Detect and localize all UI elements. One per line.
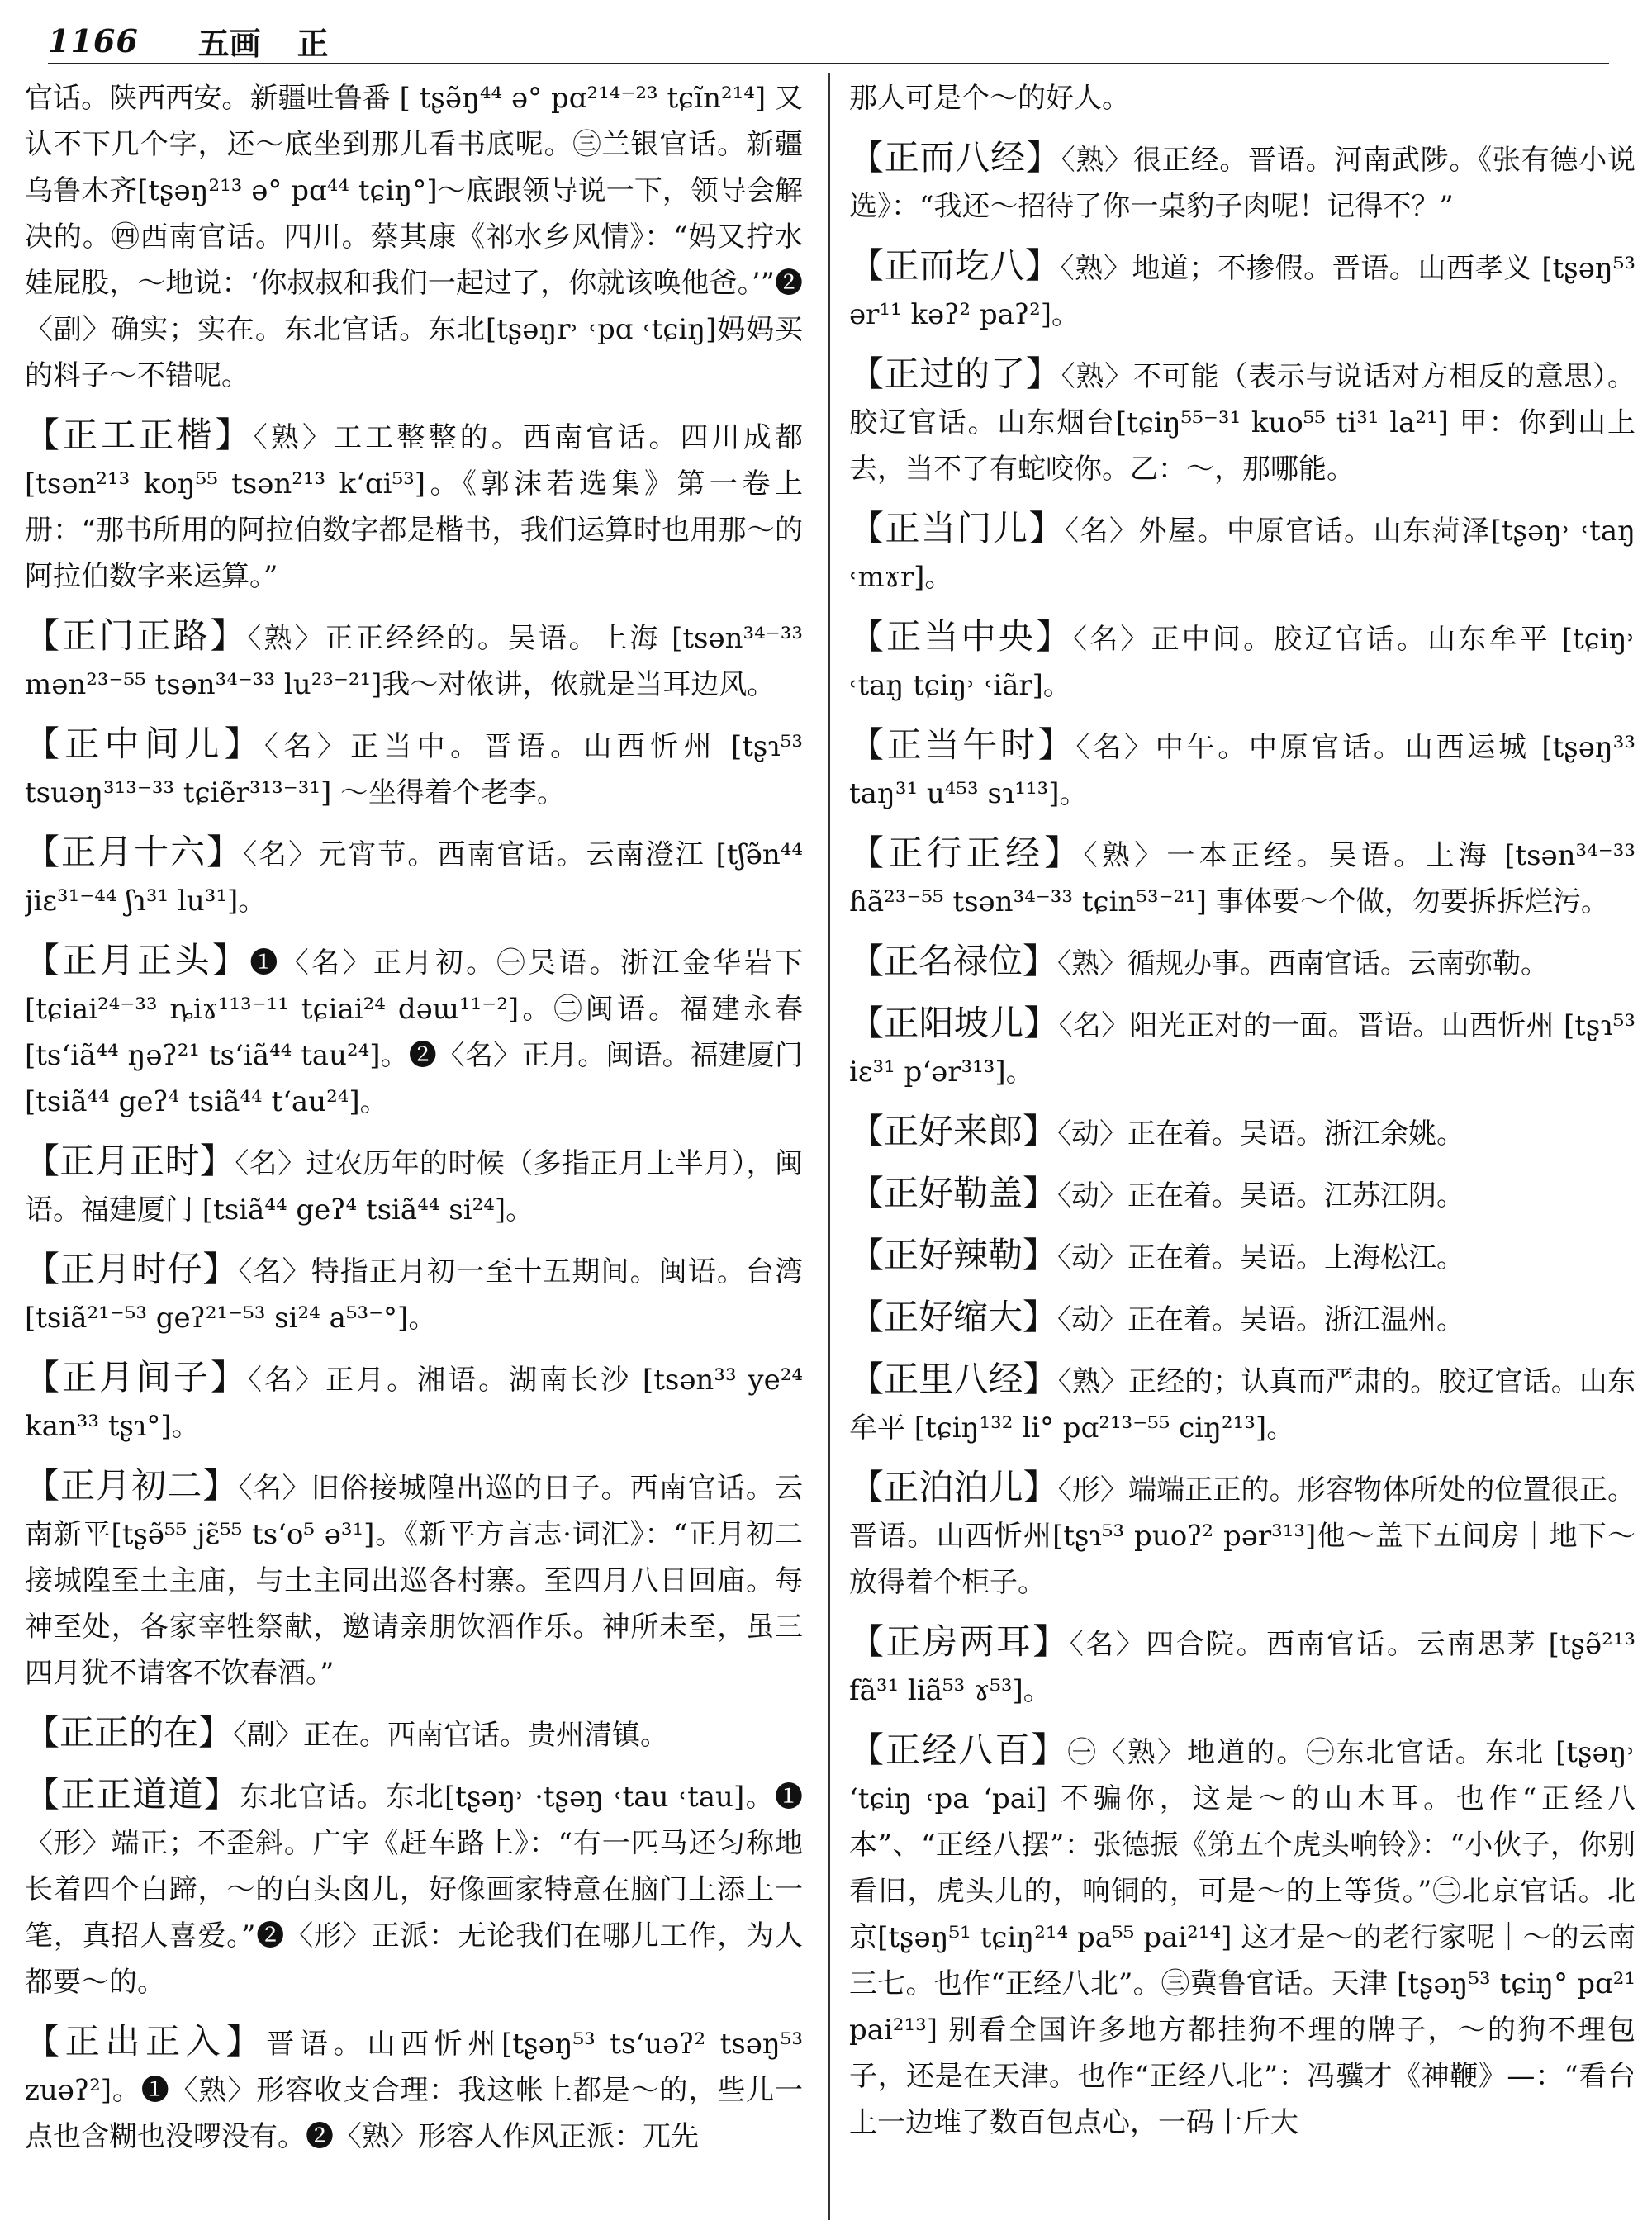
header-rule — [48, 63, 1609, 64]
section-label: 五画 — [197, 24, 261, 62]
entry-headword: 【正正道道】 — [25, 1774, 240, 1815]
dictionary-entry — [849, 1464, 1635, 1606]
entry-text: 〈名〉特指正月初一至十五期间。闽语。台湾 [tsiã²¹⁻⁵³ geʔ²¹⁻⁵³ si²⁴ a⁵³⁻°]。 — [25, 1255, 803, 1335]
entry-headword: 【正正的在】 — [25, 1712, 234, 1753]
dictionary-entry — [849, 1619, 1635, 1714]
entry-text: 〈形〉端端正正的。形容物体所处的位置很正。晋语。山西忻州[tʂɿ⁵³ puoʔ² pər³¹³]他～盖下五间房｜地下～放得着个柜子。 — [849, 1473, 1635, 1599]
entry-headword: 【正阳坡儿】 — [849, 1003, 1059, 1043]
dictionary-entry — [849, 1108, 1635, 1157]
entry-headword: 【正好辣勒】 — [849, 1235, 1058, 1275]
entry-text: 〈名〉四合院。西南官话。云南思茅 [tʂə̃²¹³ fã³¹ liã⁵³ ɤ⁵³]。 — [849, 1628, 1635, 1707]
header-character: 正 — [297, 24, 329, 62]
entry-headword: 【正月间子】 — [25, 1357, 249, 1397]
entry-text: 〈名〉旧俗接城隍出巡的日子。西南官话。云南新平[tʂə̃⁵⁵ jɛ̃⁵⁵ ts‘o⁵ ə³¹]。《新平方言志·词汇》：“正月初二接城隍至土主庙，与土主同出巡各村寨。至四月八日回庙。每神至处，各家宰牲祭献，邀请亲朋饮酒作乐。神所未至，虽三四月犹不请客不饮春酒。” — [25, 1472, 803, 1690]
dictionary-entry — [849, 1727, 1635, 2146]
entry-headword: 【正而八经】 — [849, 137, 1061, 178]
entry-headword: 【正经八百】 — [849, 1729, 1068, 1770]
entry-headword: 【正好勒盖】 — [849, 1173, 1058, 1213]
entry-text: 〈名〉元宵节。西南官话。云南澄江 [tʃə̃n⁴⁴ jiɛ³¹⁻⁴⁴ ʃɿ³¹ lu³¹]。 — [25, 838, 803, 918]
dictionary-entry — [849, 135, 1635, 230]
entry-headword: 【正当午时】 — [849, 724, 1076, 765]
entry-text: 〈名〉阳光正对的一面。晋语。山西忻州 [tʂɿ⁵³ iɛ³¹ p‘ər³¹³]。 — [849, 1009, 1635, 1089]
dictionary-entry — [849, 1000, 1635, 1095]
entry-headword: 【正行正经】 — [849, 833, 1084, 873]
left-column — [25, 73, 803, 2220]
entry-headword: 【正里八经】 — [849, 1359, 1058, 1399]
dictionary-entry — [25, 1463, 803, 1696]
entry-headword: 【正名禄位】 — [849, 941, 1058, 981]
dictionary-entry — [849, 1356, 1635, 1451]
entry-headword: 【正月时仔】 — [25, 1249, 239, 1289]
entry-text: 〈动〉正在着。吴语。浙江余姚。 — [1057, 1117, 1465, 1151]
right-column — [849, 73, 1635, 2220]
dictionary-entry — [25, 1355, 803, 1450]
entry-text: 晋语。山西忻州[tʂəŋ⁵³ ts‘uəʔ² tsəŋ⁵³ zuəʔ²]。❶〈熟〉形容收支合理：我这帐上都是～的，些儿一点也含糊也没啰没有。❷〈熟〉形容人作风正派：兀先 — [25, 2028, 803, 2153]
entry-text: 东北官话。东北[tʂəŋ˒ ·tʂəŋ ˓tau ˓tau]。❶〈形〉端正；不歪斜。广宇《赶车路上》：“有一匹马还匀称地长着四个白蹄，～的白头囟儿，好像画家特意在脑门上添上一笔，真招人喜爱。”❷〈形〉正派：无论我们在哪儿工作，为人都要～的。 — [25, 1781, 803, 1999]
column-divider — [828, 73, 830, 2220]
entry-text: 〈动〉正在着。吴语。上海松江。 — [1057, 1241, 1465, 1274]
entry-headword: 【正工正楷】 — [25, 415, 254, 455]
entry-text: 〈名〉外屋。中原官话。山东菏泽[tʂəŋ˒ ˓taŋ ˓mɤr]。 — [849, 515, 1635, 594]
entry-headword: 【正而圪八】 — [849, 245, 1061, 286]
dictionary-entry — [849, 351, 1635, 492]
dictionary-entry — [25, 1246, 803, 1341]
dictionary-entry — [849, 722, 1635, 817]
dictionary-entry — [849, 1232, 1635, 1281]
dictionary-entry — [849, 1294, 1635, 1343]
entry-headword: 【正月正时】 — [25, 1141, 235, 1181]
entry-headword: 【正泊泊儿】 — [849, 1467, 1058, 1507]
dictionary-entry — [849, 830, 1635, 925]
dictionary-entry — [25, 721, 803, 816]
entry-headword: 【正好来郎】 — [849, 1111, 1058, 1151]
dictionary-entry — [25, 412, 803, 600]
entry-text: 〈熟〉循规办事。西南官话。云南弥勒。 — [1057, 947, 1550, 980]
dictionary-entry — [849, 938, 1635, 987]
entry-text: 〈熟〉一本正经。吴语。上海 [tsən³⁴⁻³³ ɦã²³⁻⁵⁵ tsən³⁴⁻³³ tɕin⁵³⁻²¹] 事体要～个做，勿要拆拆烂污。 — [849, 839, 1635, 918]
entry-text: 〈名〉正中间。胶辽官话。山东牟平 [tɕiŋ˒ ˓taŋ tɕiŋ˒ ˓iãr]。 — [849, 623, 1635, 702]
entry-headword: 【正当中央】 — [849, 616, 1074, 657]
entry-headword: 【正当门儿】 — [849, 508, 1066, 548]
entry-text: 〈熟〉正正经经的。吴语。上海 [tsən³⁴⁻³³ mən²³⁻⁵⁵ tsən³⁴⁻³³ lu²³⁻²¹]我～对侬讲，侬就是当耳边风。 — [25, 622, 803, 701]
dictionary-entry — [25, 937, 803, 1125]
entry-headword: 【正门正路】 — [25, 615, 248, 656]
page-header — [48, 12, 1609, 69]
dictionary-entry — [849, 614, 1635, 709]
dictionary-entry — [849, 243, 1635, 338]
dictionary-entry — [25, 2019, 803, 2160]
entry-text: 〈名〉过农历年的时候（多指正月上半月），闽语。福建厦门 [tsiã⁴⁴ geʔ⁴ tsiã⁴⁴ si²⁴]。 — [25, 1147, 803, 1226]
entry-text: 官话。陕西西安。新疆吐鲁番 [ tʂə̃ŋ⁴⁴ ə° pɑ²¹⁴⁻²³ tɕĩn²¹⁴] 又认不下几个字，还～底坐到那儿看书底呢。㊂兰银官话。新疆乌鲁木齐[tʂəŋ²¹³ ə° pɑ⁴⁴ tɕiŋ°]～底跟领导说一下，领导会解决的。㊃西南官话。四川。蔡其康《祁水乡风情》：“妈又拧水娃屁股，～地说：‘你叔叔和我们一起过了，你就该唤他爸。’”❷〈副〉确实；实在。东北官话。东北[tʂəŋr˒ ˓pɑ ˓tɕiŋ]妈妈买的料子～不错呢。 — [25, 82, 803, 392]
entry-text: 〈熟〉工工整整的。西南官话。四川成都[tsən²¹³ koŋ⁵⁵ tsən²¹³ k‘ɑi⁵³]。《郭沫若选集》第一卷上册：“那书所用的阿拉伯数字都是楷书，我们运算时也用那～的阿拉伯数字来运算。” — [25, 421, 803, 593]
entry-text: 〈动〉正在着。吴语。江苏江阴。 — [1057, 1179, 1465, 1212]
entry-text: 那人可是个～的好人。 — [849, 82, 1130, 115]
entry-headword: 【正过的了】 — [849, 353, 1061, 394]
entry-headword: 【正月十六】 — [25, 832, 244, 872]
entry-text: 〈名〉中午。中原官话。山西运城 [tʂəŋ³³ taŋ³¹ u⁴⁵³ sɿ¹¹³]。 — [849, 731, 1635, 810]
entry-text: 〈熟〉地道；不掺假。晋语。山西孝义 [tʂəŋ⁵³ ər¹¹ kəʔ² paʔ²]。 — [849, 252, 1635, 331]
dictionary-entry — [849, 1170, 1635, 1219]
entry-text: 〈熟〉不可能（表示与说话对方相反的意思）。胶辽官话。山东烟台[tɕiŋ⁵⁵⁻³¹ kuo⁵⁵ ti³¹ la²¹] 甲：你到山上去，当不了有蛇咬你。乙：～，那哪能。 — [849, 360, 1635, 486]
entry-headword: 【正月正头】 — [25, 940, 250, 980]
entry-text: 〈名〉正月。湘语。湖南长沙 [tsən³³ ye²⁴ kan³³ tʂɿ°]。 — [25, 1364, 803, 1443]
page-number: 1166 — [48, 21, 139, 59]
entry-text: 〈名〉正当中。晋语。山西忻州 [tʂɿ⁵³ tsuəŋ³¹³⁻³³ tɕiẽr³¹³⁻³¹] ～坐得着个老李。 — [25, 730, 803, 809]
entry-headword: 【正月初二】 — [25, 1465, 239, 1506]
entry-text: ㊀〈熟〉地道的。㊀东北官话。东北 [tʂəŋ˒ ‘tɕiŋ ˓pa ‘pai] 不骗你，这是～的山木耳。也作“正经八本”、“正经八摆”：张德振《第五个虎头响铃》：“小伙子，你别看旧，虎头儿的，响铜的，可是～的上等货。”㊁北京官话。北京[tʂəŋ⁵¹ tɕiŋ²¹⁴ pa⁵⁵ pai²¹⁴] 这才是～的老行家呢｜～的云南三七。也作“正经八北”。㊂冀鲁官话。天津 [tʂəŋ⁵³ tɕiŋ° pɑ²¹ pai²¹³] 别看全国许多地方都挂狗不理的牌子，～的狗不理包子，还是在天津。也作“正经八北”：冯骥才《神鞭》—：“看台上一边堆了数百包点心，一码十斤大 — [849, 1736, 1635, 2139]
dictionary-entry — [25, 73, 803, 399]
entry-headword: 【正中间儿】 — [25, 724, 265, 764]
entry-text: 〈副〉正在。西南官话。贵州清镇。 — [233, 1719, 669, 1752]
dictionary-entry — [25, 1710, 803, 1758]
entry-headword: 【正出正入】 — [25, 2021, 267, 2062]
dictionary-entry — [25, 1138, 803, 1233]
entry-text: ❶〈名〉正月初。㊀吴语。浙江金华岩下 [tɕiai²⁴⁻³³ ȵiɤ¹¹³⁻¹¹ tɕiai²⁴ dəɯ¹¹⁻²]。㊁闽语。福建永春 [ts‘iã⁴⁴ ŋəʔ²¹ ts‘iã⁴⁴ tau²⁴]。❷〈名〉正月。闽语。福建厦门 [tsiã⁴⁴ geʔ⁴ tsiã⁴⁴ t‘au²⁴]。 — [25, 947, 803, 1118]
dictionary-entry — [25, 829, 803, 924]
dictionary-entry — [849, 73, 1635, 121]
entry-headword: 【正房两耳】 — [849, 1621, 1070, 1662]
dictionary-entry — [849, 505, 1635, 600]
dictionary-entry — [25, 1772, 803, 2005]
entry-headword: 【正好缩大】 — [849, 1297, 1058, 1337]
entry-text: 〈动〉正在着。吴语。浙江温州。 — [1057, 1303, 1465, 1336]
dictionary-entry — [25, 613, 803, 708]
entry-text: 〈熟〉很正经。晋语。河南武陟。《张有德小说选》：“我还～招待了你一桌豹子肉呢！记得不？” — [849, 144, 1635, 223]
entry-text: 〈熟〉正经的；认真而严肃的。胶辽官话。山东牟平 [tɕiŋ¹³² li° pɑ²¹³⁻⁵⁵ ciŋ²¹³]。 — [849, 1365, 1635, 1445]
